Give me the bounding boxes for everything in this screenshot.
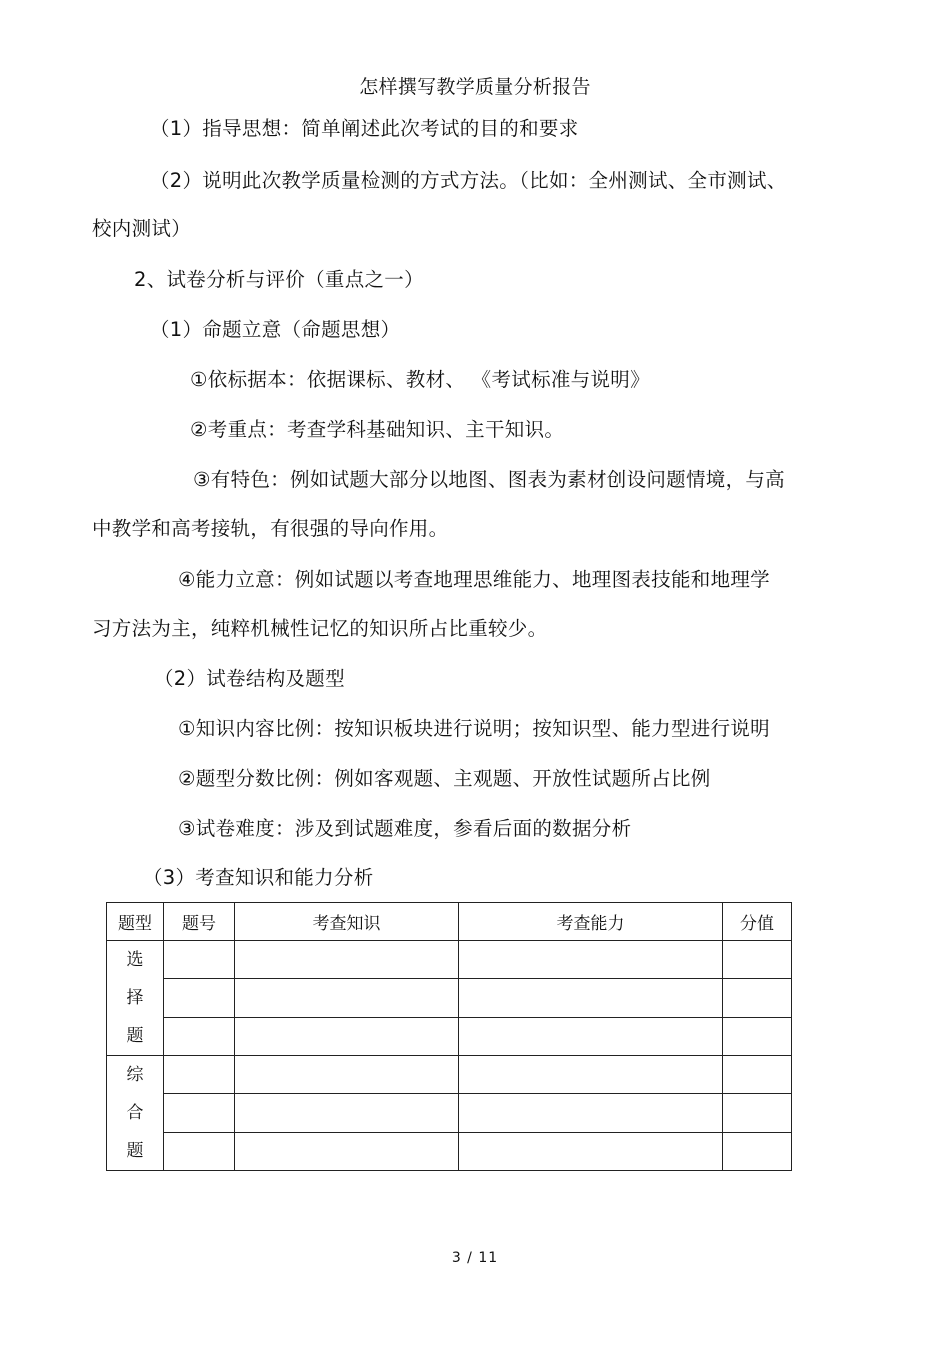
- table-cell[interactable]: [459, 941, 723, 979]
- table-cell[interactable]: [164, 1132, 235, 1170]
- table-row: [107, 1094, 792, 1132]
- table-cell[interactable]: [235, 1017, 459, 1055]
- header-knowledge: 考查知识: [235, 903, 459, 941]
- table-cell[interactable]: [235, 979, 459, 1017]
- table-cell[interactable]: [459, 1132, 723, 1170]
- table-cell[interactable]: [459, 1017, 723, 1055]
- table-row: [107, 1017, 792, 1055]
- table-cell[interactable]: [723, 1094, 792, 1132]
- header-score: 分值: [723, 903, 792, 941]
- table-cell[interactable]: [723, 1132, 792, 1170]
- table-cell[interactable]: [235, 941, 459, 979]
- item-4: ④能力立意：例如试题以考查地理思维能力、地理图表技能和地理学: [178, 568, 770, 591]
- subheading-proposition: （1）命题立意（命题思想）: [150, 318, 401, 341]
- group-label-comprehensive: 综 合 题: [107, 1056, 164, 1171]
- header-question-number: 题号: [164, 903, 235, 941]
- table-header-row: [107, 903, 792, 941]
- table-cell[interactable]: [459, 1056, 723, 1094]
- table-row: [107, 1056, 792, 1094]
- structure-item-3: ③试卷难度：涉及到试题难度，参看后面的数据分析: [178, 817, 632, 840]
- table-cell[interactable]: [164, 979, 235, 1017]
- subheading-structure: （2）试卷结构及题型: [154, 667, 345, 690]
- table-row: [107, 1132, 792, 1170]
- table-row: [107, 979, 792, 1017]
- analysis-table: [106, 902, 792, 1171]
- table-cell[interactable]: [459, 979, 723, 1017]
- table-cell[interactable]: [164, 1017, 235, 1055]
- table-cell[interactable]: [235, 1094, 459, 1132]
- item-1: ①依标据本：依据课标、教材、 《考试标准与说明》: [190, 368, 650, 391]
- item-3-cont: 中教学和高考接轨，有很强的导向作用。: [92, 517, 449, 540]
- table-cell[interactable]: [164, 1056, 235, 1094]
- subheading-knowledge: （3）考查知识和能力分析: [143, 866, 374, 889]
- table-cell[interactable]: [459, 1094, 723, 1132]
- table-cell[interactable]: [164, 1094, 235, 1132]
- structure-item-1: ①知识内容比例：按知识板块进行说明；按知识型、能力型进行说明: [178, 717, 770, 740]
- table-row: [107, 941, 792, 979]
- page-number: 3 / 11: [451, 1250, 499, 1266]
- header-question-type: 题型: [107, 903, 164, 941]
- paragraph-guiding-idea: （1）指导思想：简单阐述此次考试的目的和要求: [150, 117, 579, 140]
- paragraph-method-cont: 校内测试）: [92, 217, 192, 240]
- table-cell[interactable]: [164, 941, 235, 979]
- table-cell[interactable]: [723, 1056, 792, 1094]
- item-2: ②考重点：考查学科基础知识、主干知识。: [190, 418, 565, 441]
- page-title: 怎样撰写教学质量分析报告: [359, 76, 591, 98]
- item-4-cont: 习方法为主，纯粹机械性记忆的知识所占比重较少。: [92, 617, 548, 640]
- table-cell[interactable]: [723, 1017, 792, 1055]
- paragraph-method: （2）说明此次教学质量检测的方式方法。（比如：全州测试、全市测试、: [150, 169, 787, 192]
- item-3: ③有特色：例如试题大部分以地图、图表为素材创设问题情境，与高: [193, 468, 785, 491]
- table-cell[interactable]: [235, 1132, 459, 1170]
- header-ability: 考查能力: [459, 903, 723, 941]
- structure-item-2: ②题型分数比例：例如客观题、主观题、开放性试题所占比例: [178, 767, 711, 790]
- table-cell[interactable]: [235, 1056, 459, 1094]
- table-cell[interactable]: [723, 941, 792, 979]
- group-label-choice: 选 择 题: [107, 941, 164, 1056]
- table-cell[interactable]: [723, 979, 792, 1017]
- section-heading-2: 2、试卷分析与评价（重点之一）: [134, 268, 424, 291]
